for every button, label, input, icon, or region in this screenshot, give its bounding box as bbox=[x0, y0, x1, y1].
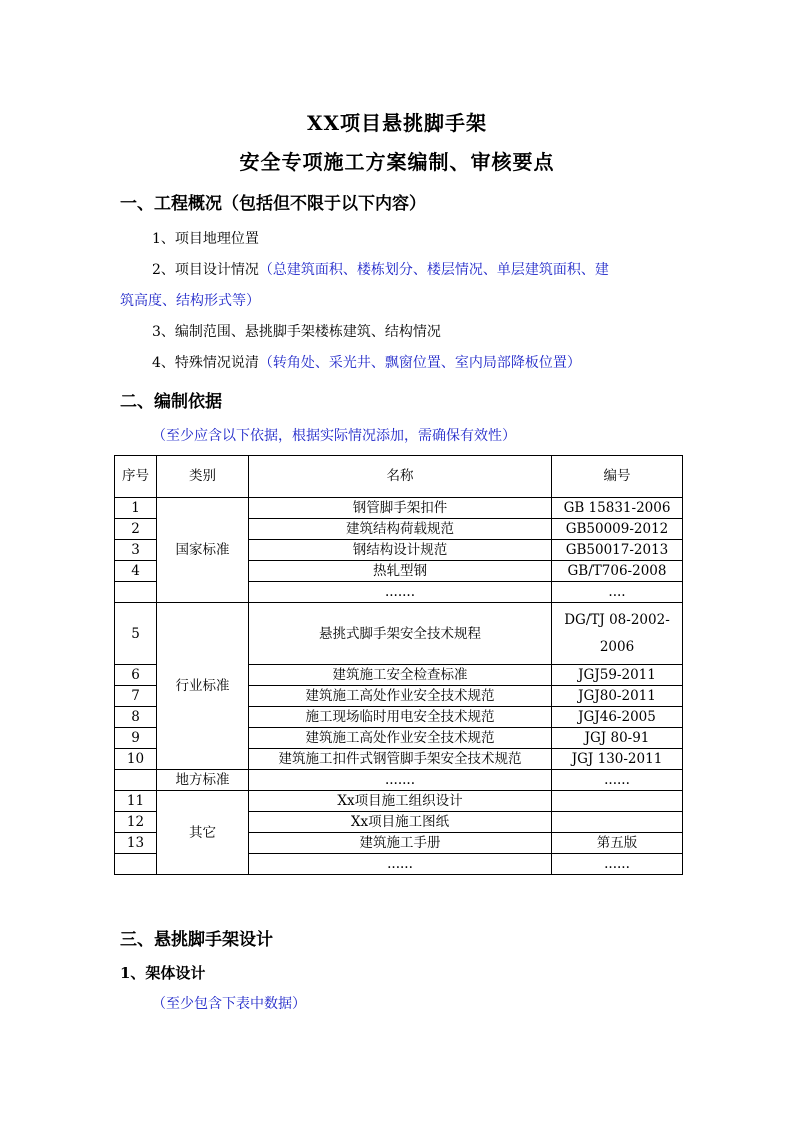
section3-heading: 三、悬挑脚手架设计 bbox=[120, 930, 273, 950]
item-text: 4、特殊情况说清 bbox=[152, 355, 259, 371]
header-no: 序号 bbox=[115, 456, 157, 498]
section1-item-2-cont: 筑高度、结构形式等） bbox=[120, 293, 260, 309]
cell-no: 12 bbox=[115, 812, 157, 833]
cell-no: 4 bbox=[115, 561, 157, 582]
section1-item-1 bbox=[152, 228, 259, 248]
cell-name: Xx项目施工图纸 bbox=[249, 812, 552, 833]
cell-name: 施工现场临时用电安全技术规范 bbox=[249, 707, 552, 728]
cell-code: JGJ 80-91 bbox=[552, 728, 683, 749]
section3-sub1: 1、架体设计 bbox=[120, 964, 206, 982]
cell-code: DG/TJ 08-2002-2006 bbox=[552, 603, 683, 665]
table-row bbox=[115, 770, 683, 791]
item-note: （总建筑面积、楼栋划分、楼层情况、单层建筑面积、建 bbox=[258, 262, 609, 278]
cell-name: 热轧型钢 bbox=[249, 561, 552, 582]
section1-heading: 一、工程概况（包括但不限于以下内容） bbox=[120, 194, 426, 214]
item-text: 2、项目设计情况 bbox=[152, 262, 259, 278]
cell-name: 建筑施工扣件式钢管脚手架安全技术规范 bbox=[249, 749, 552, 770]
header-category: 类别 bbox=[157, 456, 249, 498]
category-other: 其它 bbox=[157, 791, 249, 875]
cell-code: GB/T706-2008 bbox=[552, 561, 683, 582]
table-row bbox=[115, 498, 683, 519]
cell-code: JGJ80-2011 bbox=[552, 686, 683, 707]
header-code: 编号 bbox=[552, 456, 683, 498]
cell-name: 建筑施工高处作业安全技术规范 bbox=[249, 686, 552, 707]
cell-no: 10 bbox=[115, 749, 157, 770]
table-row bbox=[115, 603, 683, 665]
cell-code: .... bbox=[552, 582, 683, 603]
category-industry: 行业标准 bbox=[157, 603, 249, 770]
cell-no: 5 bbox=[115, 603, 157, 665]
category-local: 地方标准 bbox=[157, 770, 249, 791]
category-national: 国家标准 bbox=[157, 498, 249, 603]
item-text: 3、编制范围、悬挑脚手架楼栋建筑、结构情况 bbox=[152, 324, 441, 340]
cell-code: JGJ59-2011 bbox=[552, 665, 683, 686]
section1-item-4 bbox=[152, 352, 581, 372]
cell-code: 第五版 bbox=[552, 833, 683, 854]
section3-note: （至少包含下表中数据） bbox=[152, 996, 306, 1012]
cell-code: JGJ 130-2011 bbox=[552, 749, 683, 770]
cell-no: 3 bbox=[115, 540, 157, 561]
section1-item-3 bbox=[152, 321, 441, 341]
cell-code: ...... bbox=[552, 770, 683, 791]
item-text: 1、项目地理位置 bbox=[152, 231, 259, 247]
table-header-row bbox=[115, 456, 683, 498]
cell-name: 建筑结构荷载规范 bbox=[249, 519, 552, 540]
cell-code: GB 15831-2006 bbox=[552, 498, 683, 519]
cell-no bbox=[115, 770, 157, 791]
doc-title: XX项目悬挑脚手架 bbox=[306, 111, 488, 135]
header-name: 名称 bbox=[249, 456, 552, 498]
cell-name: 建筑施工安全检查标准 bbox=[249, 665, 552, 686]
section2-heading: 二、编制依据 bbox=[120, 392, 222, 412]
item-note: （转角处、采光井、飘窗位置、室内局部降板位置） bbox=[258, 355, 581, 371]
reference-table bbox=[114, 455, 683, 875]
table-row bbox=[115, 791, 683, 812]
cell-no bbox=[115, 854, 157, 875]
cell-code: JGJ46-2005 bbox=[552, 707, 683, 728]
cell-no: 6 bbox=[115, 665, 157, 686]
cell-no: 9 bbox=[115, 728, 157, 749]
cell-code bbox=[552, 791, 683, 812]
cell-name: 钢结构设计规范 bbox=[249, 540, 552, 561]
cell-no: 13 bbox=[115, 833, 157, 854]
cell-name: ...... bbox=[249, 854, 552, 875]
cell-no: 2 bbox=[115, 519, 157, 540]
section2-note: （至少应含以下依据，根据实际情况添加，需确保有效性） bbox=[152, 428, 516, 444]
cell-name: 钢管脚手架扣件 bbox=[249, 498, 552, 519]
cell-name: ....... bbox=[249, 582, 552, 603]
cell-no: 1 bbox=[115, 498, 157, 519]
doc-subtitle: 安全专项施工方案编制、审核要点 bbox=[239, 150, 555, 174]
cell-code: GB50009-2012 bbox=[552, 519, 683, 540]
cell-name: Xx项目施工组织设计 bbox=[249, 791, 552, 812]
cell-no: 11 bbox=[115, 791, 157, 812]
cell-code: GB50017-2013 bbox=[552, 540, 683, 561]
cell-name: 建筑施工高处作业安全技术规范 bbox=[249, 728, 552, 749]
section1-item-2 bbox=[152, 259, 609, 279]
cell-name: ....... bbox=[249, 770, 552, 791]
cell-no: 8 bbox=[115, 707, 157, 728]
cell-no bbox=[115, 582, 157, 603]
cell-code: ...... bbox=[552, 854, 683, 875]
cell-name: 建筑施工手册 bbox=[249, 833, 552, 854]
cell-name: 悬挑式脚手架安全技术规程 bbox=[249, 603, 552, 665]
cell-no: 7 bbox=[115, 686, 157, 707]
cell-code bbox=[552, 812, 683, 833]
